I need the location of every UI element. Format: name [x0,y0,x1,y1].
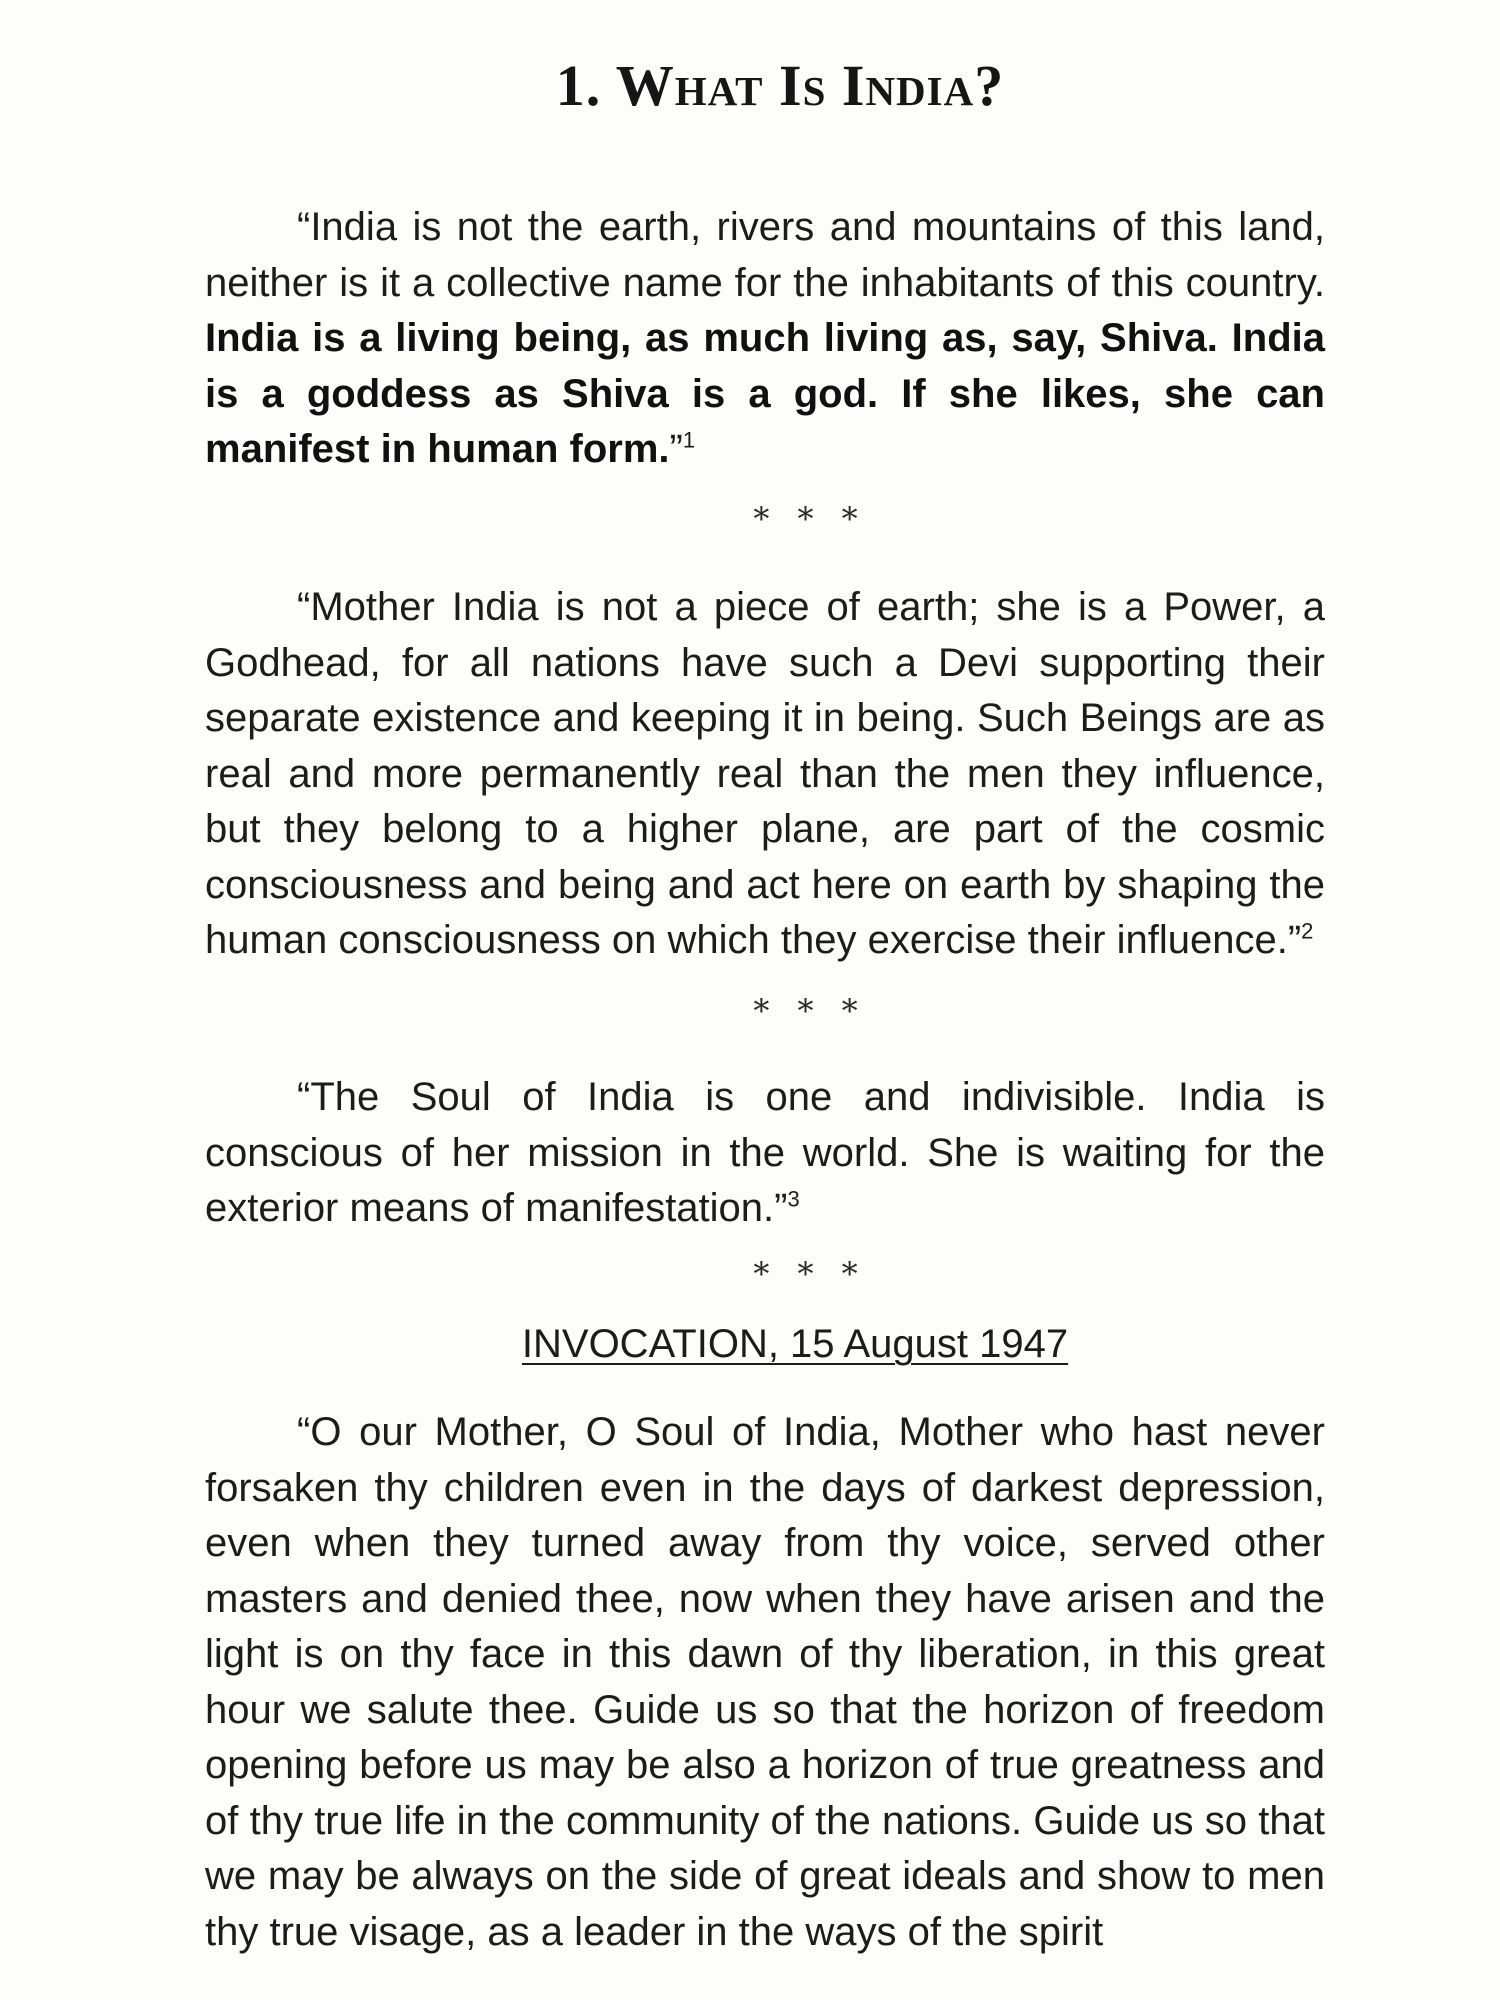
quote-2-block [205,580,1325,969]
invocation-heading-text: INVOCATION, 15 August 1947 [521,1322,1069,1366]
footnote-ref-2: 2 [1301,918,1314,944]
quote-1-bold-text: India is a living being, as much living as, say, Shiva. India is a goddess as Shiva is a god. If she likes, she can manifest in human form. [205,316,1325,471]
quote-1-plain-text: “India is not the earth, rivers and mountains of this land, neither is it a collective name for the inhabitants of this country. [205,205,1325,305]
footnote-ref-3: 3 [787,1186,800,1212]
section-separator-1: * * * [753,500,867,538]
quote-1-block [205,200,1325,478]
section-separator-3: * * * [753,1255,867,1293]
invocation-paragraph: “O our Mother, O Soul of India, Mother who hast never forsaken thy children even in the days of darkest depression, even when they turned away from thy voice, served other masters and denied thee, now when they have arisen and the light is on thy face in this dawn of thy liberation, in this great hour we salute thee. Guide us so that the horizon of freedom opening before us may be also a horizon of true greatness and of thy true life in the community of the nations. Guide us so that we may be always on the side of great ideals and show to men thy true visage, as a leader in the ways of the spirit [205,1410,1325,1954]
quote-2-paragraph [205,580,1325,969]
quote-3-paragraph [205,1070,1325,1237]
quote-1-close-mark: ” [669,427,683,471]
invocation-block [205,1405,1325,1960]
quote-3-text: “The Soul of India is one and indivisible. India is conscious of her mission in the world. She is waiting for the exterior means of manifestation.” [205,1075,1325,1230]
quote-1-paragraph [205,200,1325,478]
footnote-ref-1: 1 [682,427,696,453]
section-separator-2: * * * [753,992,867,1030]
quote-3-block [205,1070,1325,1237]
chapter-title: 1. What Is India? [555,53,1005,118]
invocation-heading [0,1322,1500,1367]
quote-2-text: “Mother India is not a piece of earth; she is a Power, a Godhead, for all nations have such a Devi supporting their separate existence and keeping it in being. Such Beings are as real and more permanently real than the men they influence, but they belong to a higher plane, are part of the cosmic consciousness and being and act here on earth by shaping the human consciousness on which they exercise their influence.” [205,585,1325,962]
